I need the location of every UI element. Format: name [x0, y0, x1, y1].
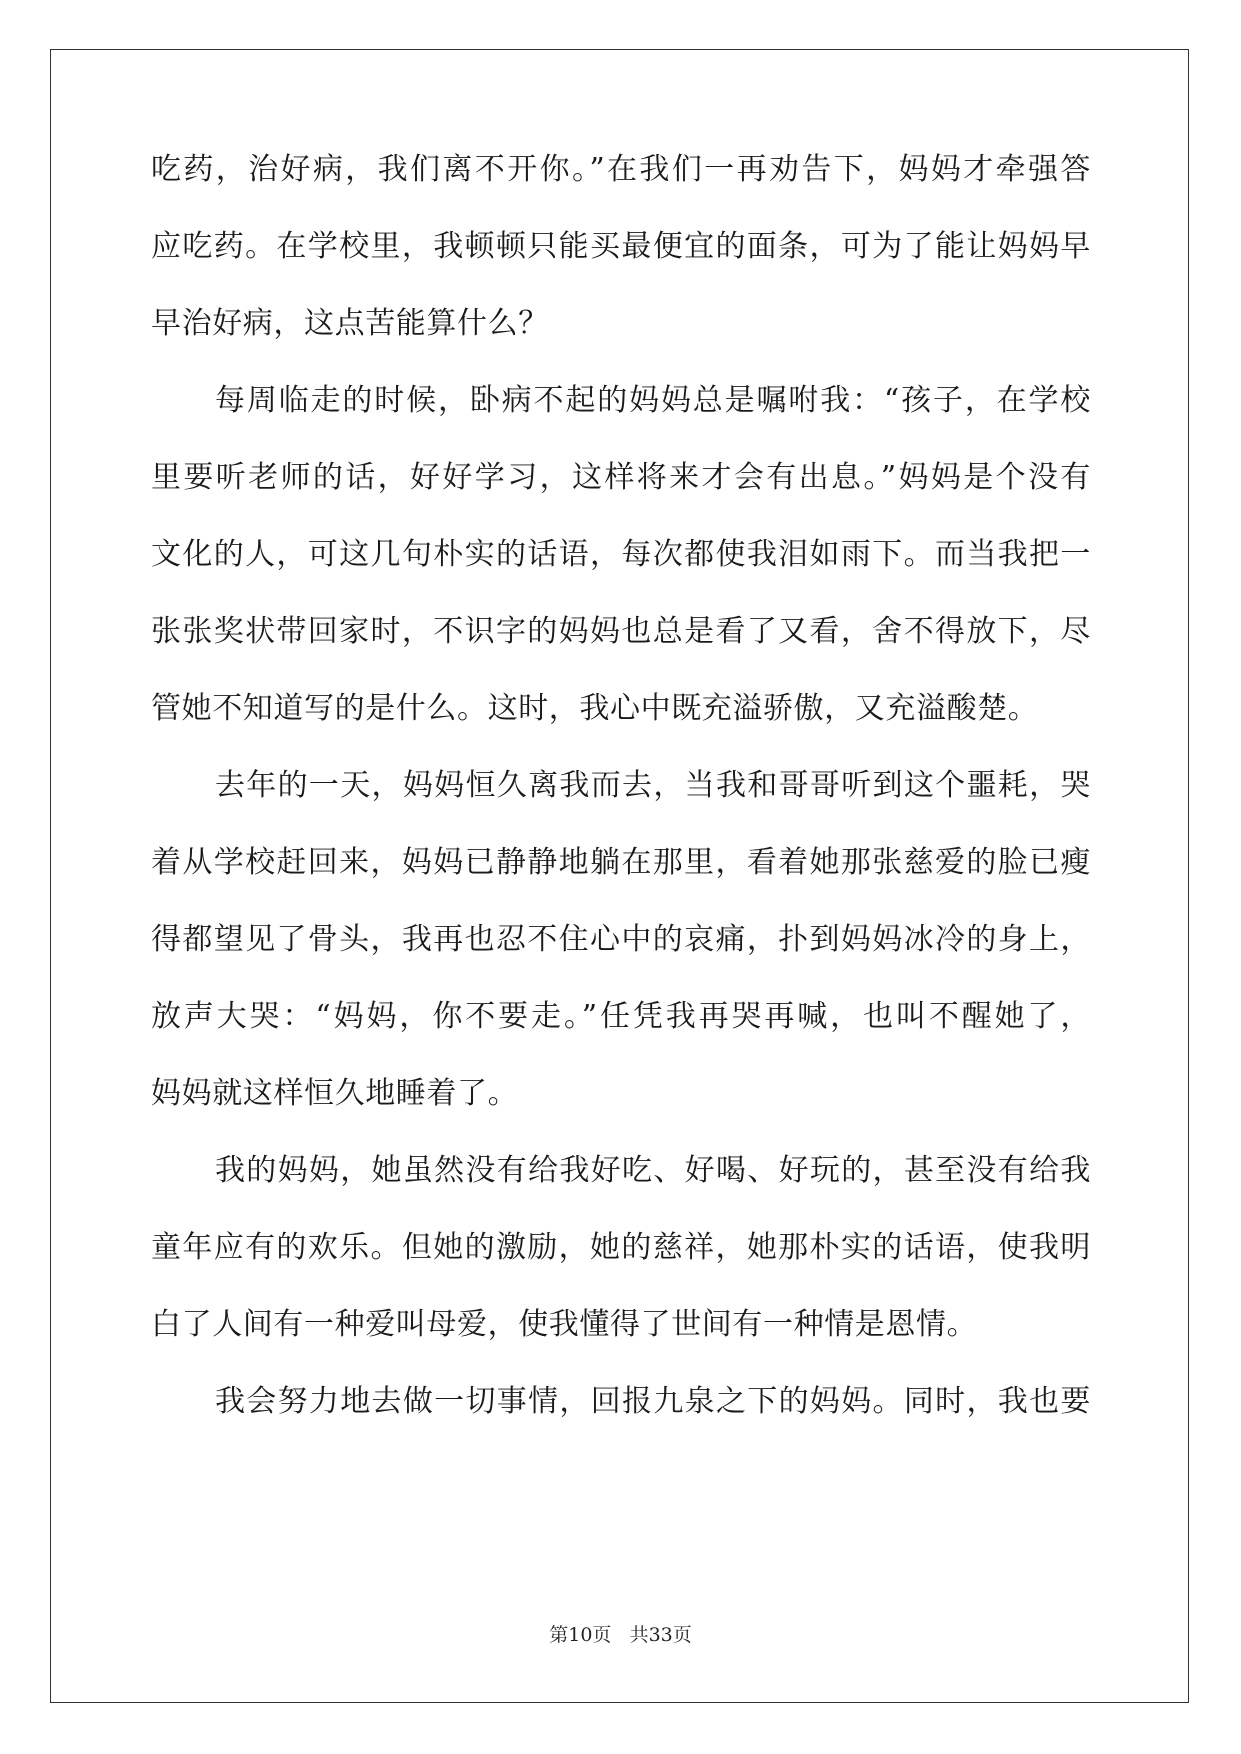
body-line-17: 我会努力地去做一切事情，回报九泉之下的妈妈。同时，我也要	[215, 1384, 1091, 1419]
body-line-3: 早治好病，这点苦能算什么？	[151, 306, 549, 341]
body-line-14: 我的妈妈，她虽然没有给我好吃、好喝、好玩的，甚至没有给我	[215, 1153, 1091, 1188]
body-line-4: 每周临走的时候，卧病不起的妈妈总是嘱咐我：“孩子，在学校	[215, 383, 1091, 418]
body-line-11: 得都望见了骨头，我再也忍不住心中的哀痛，扑到妈妈冰冷的身上，	[151, 922, 1091, 957]
footer-page-number: 10	[568, 1624, 593, 1646]
body-line-16: 白了人间有一种爱叫母爱，使我懂得了世间有一种情是恩情。	[151, 1307, 978, 1342]
page-footer	[0, 1622, 1241, 1648]
body-line-9: 去年的一天，妈妈恒久离我而去，当我和哥哥听到这个噩耗，哭	[215, 768, 1091, 803]
footer-total-suffix: 页	[672, 1624, 692, 1646]
footer-total-prefix: 共	[629, 1624, 649, 1646]
body-line-10: 着从学校赶回来，妈妈已静静地躺在那里，看着她那张慈爱的脸已瘦	[151, 845, 1091, 880]
body-line-6: 文化的人，可这几句朴实的话语，每次都使我泪如雨下。而当我把一	[151, 537, 1091, 572]
body-line-13: 妈妈就这样恒久地睡着了。	[151, 1076, 519, 1111]
body-line-12: 放声大哭：“妈妈，你不要走。”任凭我再哭再喊，也叫不醒她了，	[151, 999, 1091, 1034]
body-line-8: 管她不知道写的是什么。这时，我心中既充溢骄傲，又充溢酸楚。	[151, 691, 1039, 726]
body-line-1: 吃药，治好病，我们离不开你。”在我们一再劝告下，妈妈才牵强答	[151, 152, 1091, 187]
body-line-7: 张张奖状带回家时，不识字的妈妈也总是看了又看，舍不得放下，尽	[151, 614, 1091, 649]
footer-page-prefix: 第	[549, 1624, 569, 1646]
footer-total-pages: 33	[648, 1624, 673, 1646]
footer-page-suffix: 页	[592, 1624, 612, 1646]
body-line-5: 里要听老师的话，好好学习，这样将来才会有出息。”妈妈是个没有	[151, 460, 1091, 495]
body-line-2: 应吃药。在学校里，我顿顿只能买最便宜的面条，可为了能让妈妈早	[151, 229, 1091, 264]
body-line-15: 童年应有的欢乐。但她的激励，她的慈祥，她那朴实的话语，使我明	[151, 1230, 1091, 1265]
